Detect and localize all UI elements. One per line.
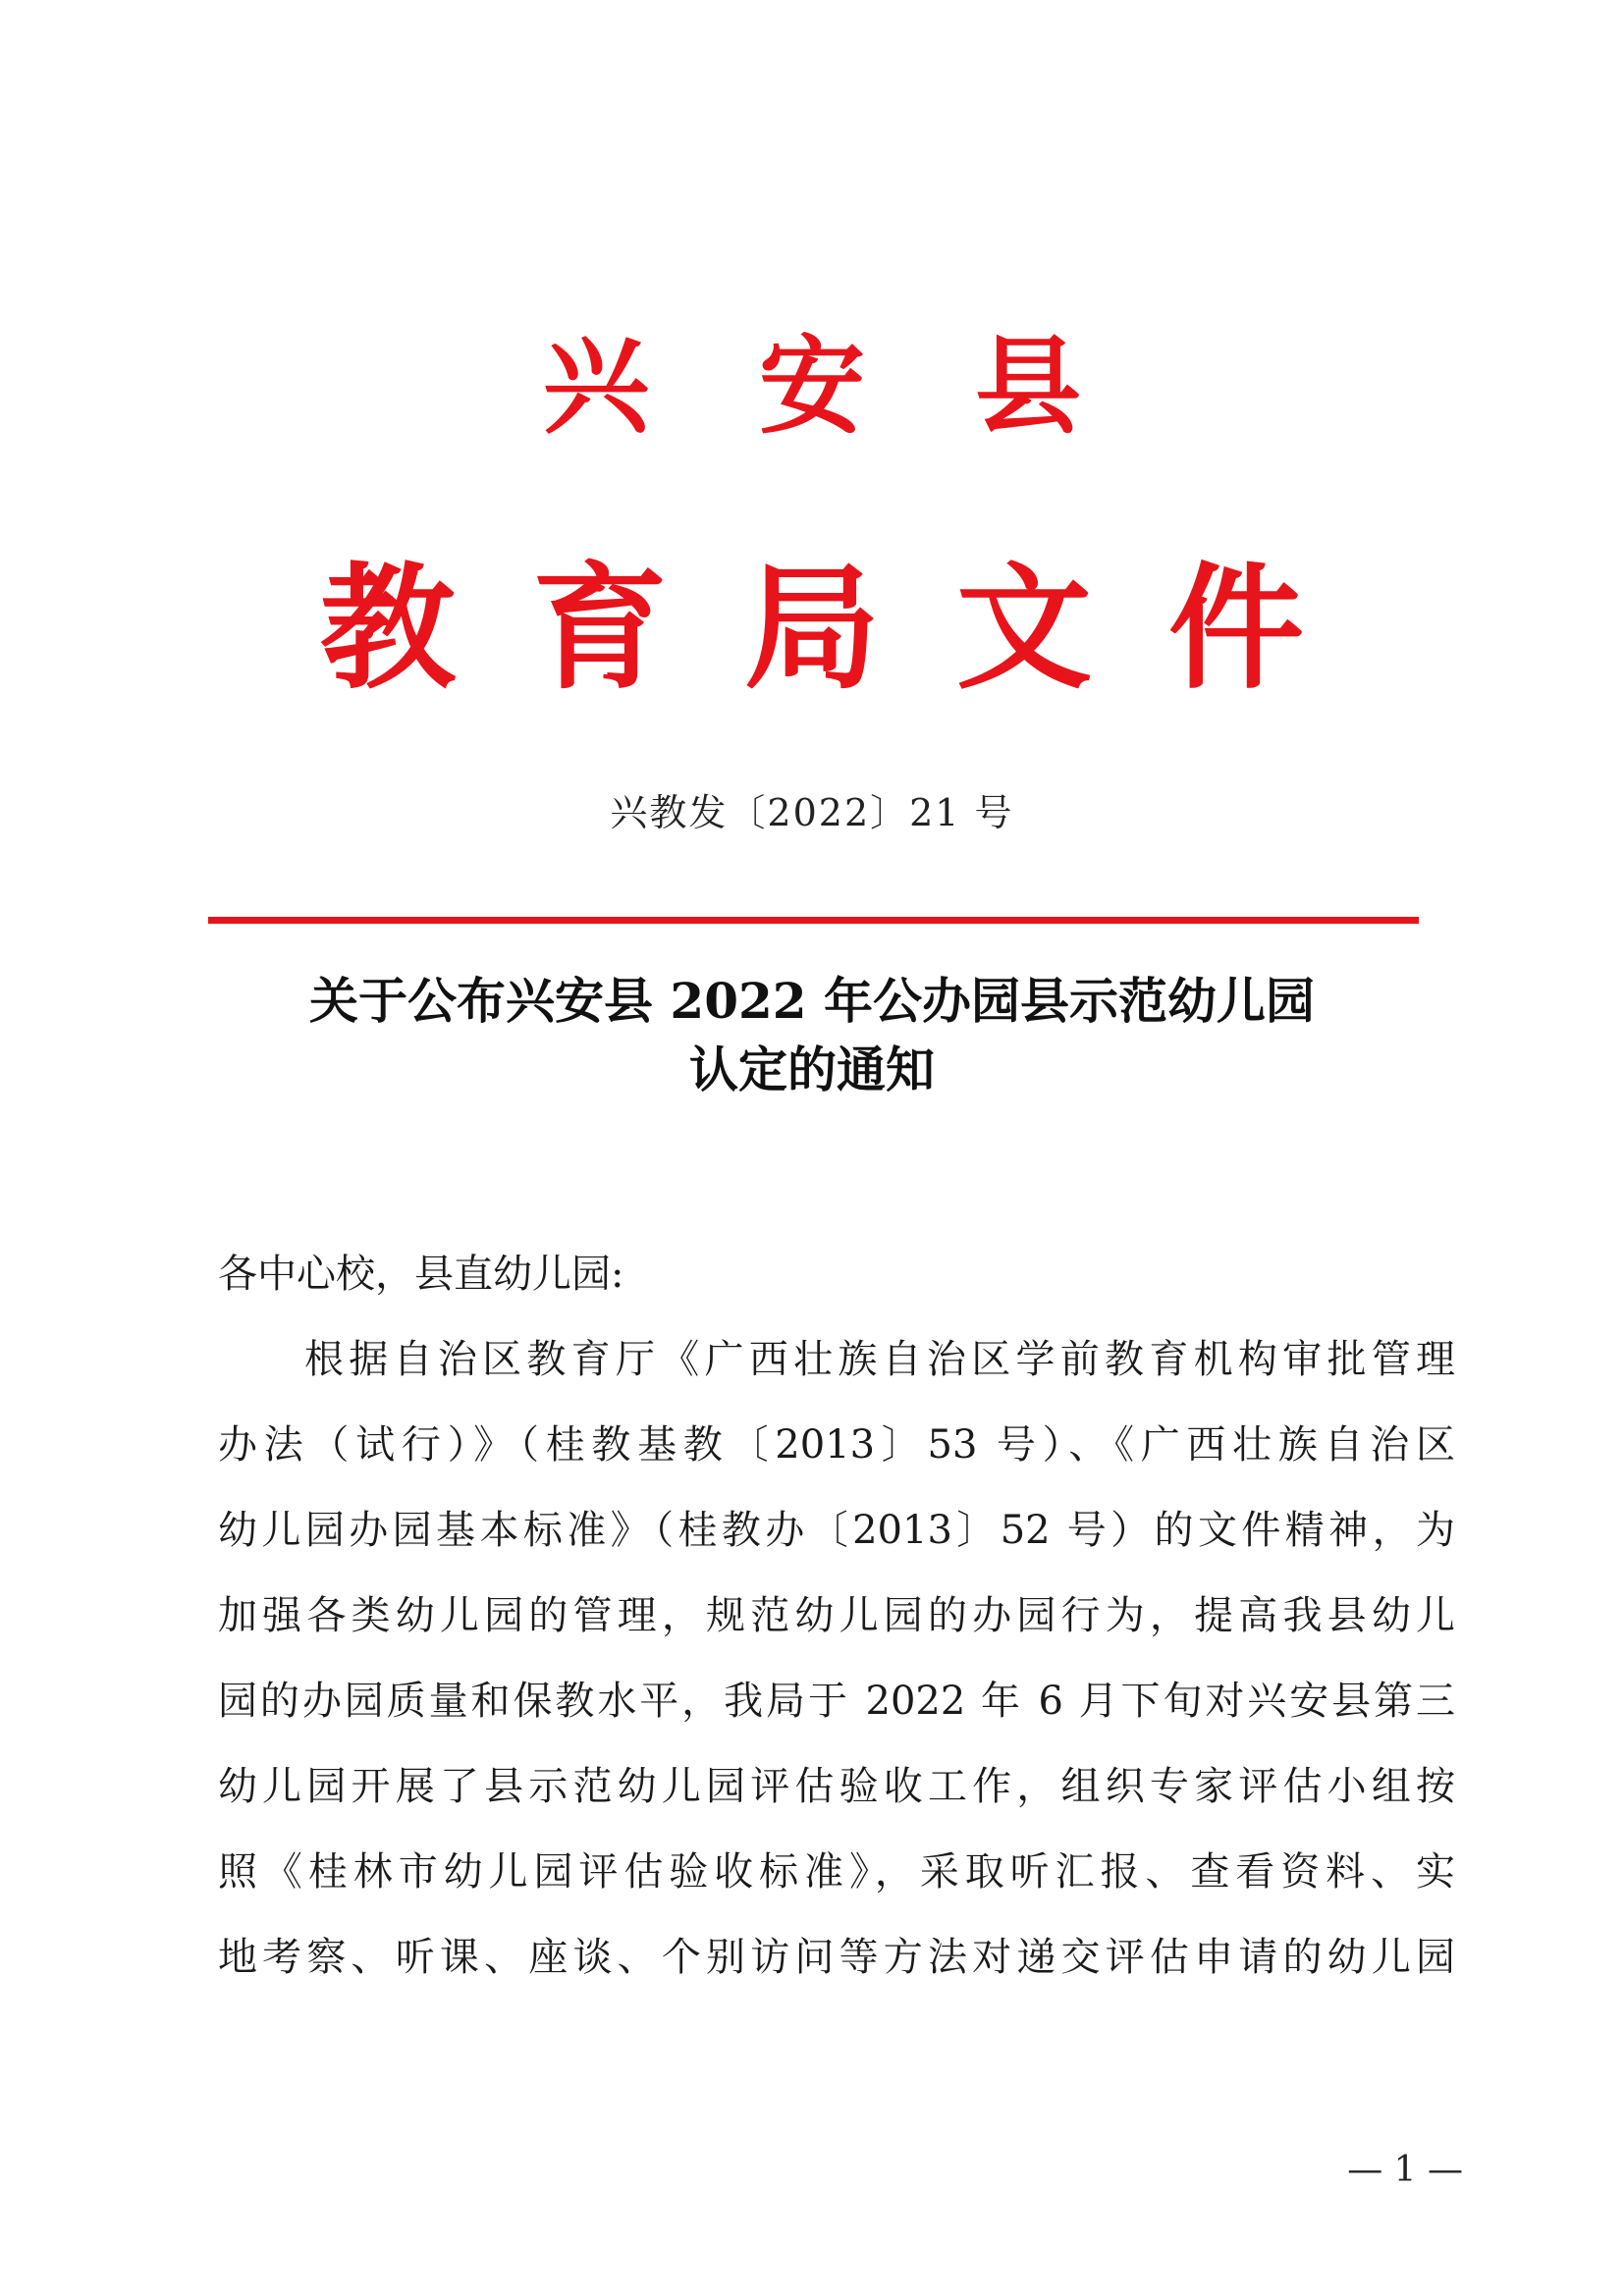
paragraph-line: 幼儿园开展了县示范幼儿园评估验收工作，组织专家评估小组按 — [218, 1764, 1455, 1809]
salutation: 各中心校，县直幼儿园: — [218, 1252, 624, 1297]
paragraph-line: 照《桂林市幼儿园评估验收标准》，采取听汇报、查看资料、实 — [218, 1849, 1455, 1895]
page-number: — 1 — — [1347, 2150, 1463, 2190]
paragraph-line: 加强各类幼儿园的管理，规范幼儿园的办园行为，提高我县幼儿 — [218, 1593, 1455, 1638]
title-line-1: 关于公布兴安县 2022 年公办园县示范幼儿园 — [309, 972, 1315, 1030]
paragraph-line: 地考察、听课、座谈、个别访问等方法对递交评估申请的幼儿园 — [218, 1935, 1455, 1980]
issuer-name: 兴安县 — [542, 326, 1191, 449]
paragraph-line: 办法（试行）》（桂教基教〔2013〕53 号）、《广西壮族自治区 — [218, 1422, 1455, 1468]
red-separator-line — [208, 917, 1419, 924]
document-number: 兴教发〔2022〕21 号 — [610, 791, 1014, 834]
title-line-2: 认定的通知 — [689, 1041, 935, 1098]
document-title — [118, 967, 1506, 1104]
paragraph-line: 幼儿园办园基本标准》（桂教办〔2013〕52 号）的文件精神，为 — [218, 1508, 1455, 1553]
paragraph-line: 园的办园质量和保教水平，我局于 2022 年 6 月下旬对兴安县第三 — [218, 1679, 1455, 1724]
paragraph-line: 根据自治区教育厅《广西壮族自治区学前教育机构审批管理 — [304, 1337, 1455, 1382]
body-text — [218, 1232, 1455, 2001]
document-type-heading: 教育局文件 — [319, 550, 1380, 708]
